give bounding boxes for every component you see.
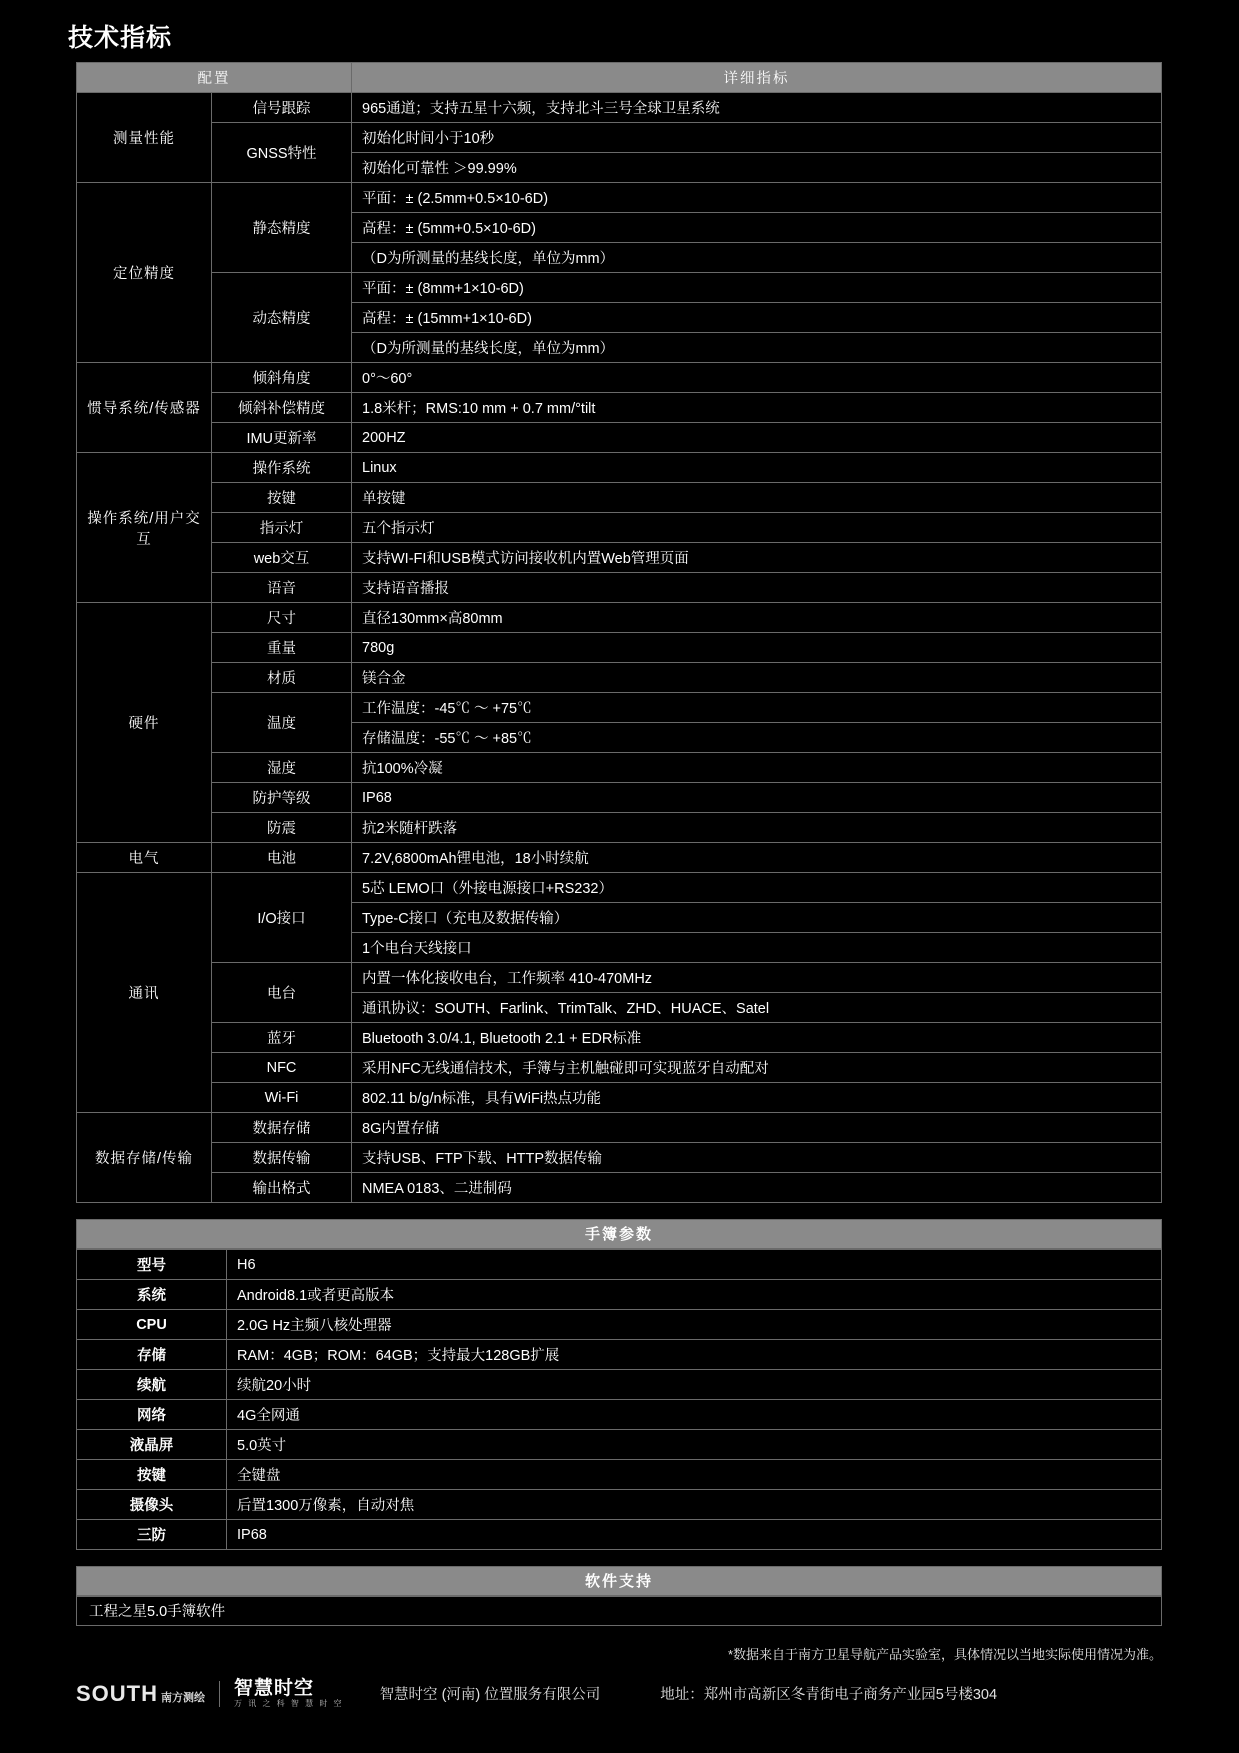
spec-subcategory-cell: 动态精度 [212, 273, 352, 363]
spec-row [77, 1113, 1162, 1143]
south-logo [76, 1681, 205, 1707]
spec-subcategory-cell: 输出格式 [212, 1173, 352, 1203]
spec-table-header-row [77, 63, 1162, 93]
spec-row [77, 873, 1162, 903]
page-footer [0, 1679, 1239, 1719]
spec-value-cell: 5芯 LEMO口（外接电源接口+RS232） [352, 873, 1162, 903]
logo-divider [219, 1681, 220, 1707]
spec-value-cell: Bluetooth 3.0/4.1, Bluetooth 2.1 + EDR标准 [352, 1023, 1162, 1053]
handbook-row [77, 1250, 1162, 1280]
spec-row [77, 273, 1162, 303]
spec-subcategory-cell: 重量 [212, 633, 352, 663]
page-title: 技术指标 [68, 24, 173, 52]
handbook-value-cell: 2.0G Hz主频八核处理器 [227, 1310, 1162, 1340]
spec-category-cell: 操作系统/用户交互 [77, 453, 212, 603]
spec-subcategory-cell: IMU更新率 [212, 423, 352, 453]
spec-sheet [76, 62, 1162, 1662]
handbook-key-cell: 续航 [77, 1370, 227, 1400]
spec-row [77, 1053, 1162, 1083]
spec-value-cell: 0°～60° [352, 363, 1162, 393]
spec-subcategory-cell: 电池 [212, 843, 352, 873]
spec-row [77, 1083, 1162, 1113]
spec-subcategory-cell: 指示灯 [212, 513, 352, 543]
spec-value-cell: 镁合金 [352, 663, 1162, 693]
handbook-row [77, 1430, 1162, 1460]
handbook-key-cell: 存储 [77, 1340, 227, 1370]
handbook-key-cell: 系统 [77, 1280, 227, 1310]
spec-value-cell: 抗2米随杆跌落 [352, 813, 1162, 843]
spec-value-cell: 采用NFC无线通信技术，手簿与主机触碰即可实现蓝牙自动配对 [352, 1053, 1162, 1083]
spec-value-cell: 965通道；支持五星十六频，支持北斗三号全球卫星系统 [352, 93, 1162, 123]
spec-value-cell: 直径130mm×高80mm [352, 603, 1162, 633]
spec-row [77, 693, 1162, 723]
handbook-row [77, 1340, 1162, 1370]
handbook-value-cell: RAM：4GB；ROM：64GB；支持最大128GB扩展 [227, 1340, 1162, 1370]
spec-value-cell: NMEA 0183、二进制码 [352, 1173, 1162, 1203]
handbook-row [77, 1520, 1162, 1550]
handbook-table-body [77, 1250, 1162, 1550]
handbook-key-cell: 型号 [77, 1250, 227, 1280]
spec-value-cell: 抗100%冷凝 [352, 753, 1162, 783]
spec-value-cell: 初始化时间小于10秒 [352, 123, 1162, 153]
spec-row [77, 573, 1162, 603]
handbook-key-cell: CPU [77, 1310, 227, 1340]
spec-value-cell: 内置一体化接收电台，工作频率 410-470MHz [352, 963, 1162, 993]
spec-row [77, 483, 1162, 513]
handbook-value-cell: 5.0英寸 [227, 1430, 1162, 1460]
spec-row [77, 783, 1162, 813]
spec-subcategory-cell: 防护等级 [212, 783, 352, 813]
spec-subcategory-cell: I/O接口 [212, 873, 352, 963]
spec-row [77, 633, 1162, 663]
spec-subcategory-cell: GNSS特性 [212, 123, 352, 183]
spec-row [77, 663, 1162, 693]
spec-value-cell: （D为所测量的基线长度，单位为mm） [352, 243, 1162, 273]
spec-row [77, 963, 1162, 993]
zhihui-logo-subtext: 万 讯 之 科 智 慧 时 空 [234, 1698, 344, 1708]
spec-value-cell: 初始化可靠性 ＞99.99% [352, 153, 1162, 183]
spec-category-cell: 惯导系统/传感器 [77, 363, 212, 453]
spec-value-cell: Linux [352, 453, 1162, 483]
spec-value-cell: 802.11 b/g/n标准，具有WiFi热点功能 [352, 1083, 1162, 1113]
spec-category-cell: 电气 [77, 843, 212, 873]
handbook-value-cell: 全键盘 [227, 1460, 1162, 1490]
spec-subcategory-cell: 倾斜补偿精度 [212, 393, 352, 423]
spec-subcategory-cell: 操作系统 [212, 453, 352, 483]
software-item: 工程之星5.0手簿软件 [76, 1596, 1162, 1626]
spec-subcategory-cell: 湿度 [212, 753, 352, 783]
spec-subcategory-cell: 静态精度 [212, 183, 352, 273]
footnote: *数据来自于南方卫星导航产品实验室，具体情况以当地实际使用情况为准。 [727, 1647, 1162, 1662]
spec-subcategory-cell: 材质 [212, 663, 352, 693]
handbook-value-cell: 续航20小时 [227, 1370, 1162, 1400]
spec-row [77, 1173, 1162, 1203]
spec-value-cell: 支持USB、FTP下载、HTTP数据传输 [352, 1143, 1162, 1173]
spec-subcategory-cell: 信号跟踪 [212, 93, 352, 123]
spec-subcategory-cell: Wi-Fi [212, 1083, 352, 1113]
spec-row [77, 1143, 1162, 1173]
spec-subcategory-cell: 语音 [212, 573, 352, 603]
software-band-title: 软件支持 [76, 1566, 1162, 1596]
handbook-value-cell: Android8.1或者更高版本 [227, 1280, 1162, 1310]
spec-row [77, 93, 1162, 123]
zhihui-logo-text: 智慧时空 [234, 1678, 315, 1699]
handbook-row [77, 1400, 1162, 1430]
spec-row [77, 753, 1162, 783]
handbook-row [77, 1310, 1162, 1340]
spec-value-cell: 工作温度：-45℃ ～ +75℃ [352, 693, 1162, 723]
spec-value-cell: （D为所测量的基线长度，单位为mm） [352, 333, 1162, 363]
spec-value-cell: 1.8米杆；RMS:10 mm + 0.7 mm/°tilt [352, 393, 1162, 423]
spec-value-cell: 高程：± (5mm+0.5×10-6D) [352, 213, 1162, 243]
spec-subcategory-cell: 电台 [212, 963, 352, 1023]
handbook-band-title: 手簿参数 [76, 1219, 1162, 1249]
handbook-key-cell: 摄像头 [77, 1490, 227, 1520]
spec-row [77, 1023, 1162, 1053]
zhihui-logo [234, 1679, 344, 1708]
handbook-value-cell: H6 [227, 1250, 1162, 1280]
spec-value-cell: 支持WI-FI和USB模式访问接收机内置Web管理页面 [352, 543, 1162, 573]
spec-subcategory-cell: NFC [212, 1053, 352, 1083]
spec-value-cell: 7.2V,6800mAh锂电池，18小时续航 [352, 843, 1162, 873]
handbook-key-cell: 液晶屏 [77, 1430, 227, 1460]
spec-subcategory-cell: 数据存储 [212, 1113, 352, 1143]
spec-subcategory-cell: 防震 [212, 813, 352, 843]
spec-row [77, 123, 1162, 153]
handbook-key-cell: 网络 [77, 1400, 227, 1430]
company-address: 地址：郑州市高新区冬青街电子商务产业园5号楼304 [660, 1687, 998, 1704]
spec-table-body [77, 63, 1162, 1203]
header-cell-detail: 详细指标 [352, 63, 1162, 93]
spec-value-cell: 存储温度：-55℃ ～ +85℃ [352, 723, 1162, 753]
spec-value-cell: 200HZ [352, 423, 1162, 453]
spec-value-cell: 支持语音播报 [352, 573, 1162, 603]
handbook-row [77, 1460, 1162, 1490]
handbook-value-cell: 后置1300万像素，自动对焦 [227, 1490, 1162, 1520]
header-cell-config: 配置 [77, 63, 352, 93]
spec-subcategory-cell: 温度 [212, 693, 352, 753]
handbook-row [77, 1280, 1162, 1310]
spec-row [77, 813, 1162, 843]
spec-row [77, 423, 1162, 453]
handbook-row [77, 1370, 1162, 1400]
spec-value-cell: 平面：± (8mm+1×10-6D) [352, 273, 1162, 303]
spec-value-cell: 780g [352, 633, 1162, 663]
spec-value-cell: 高程：± (15mm+1×10-6D) [352, 303, 1162, 333]
spec-row [77, 603, 1162, 633]
spec-subcategory-cell: 蓝牙 [212, 1023, 352, 1053]
spec-category-cell: 测量性能 [77, 93, 212, 183]
spec-category-cell: 定位精度 [77, 183, 212, 363]
spec-subcategory-cell: 按键 [212, 483, 352, 513]
spec-value-cell: 8G内置存储 [352, 1113, 1162, 1143]
spec-row [77, 543, 1162, 573]
south-logo-cn: 南方测绘 [161, 1691, 205, 1704]
spec-value-cell: IP68 [352, 783, 1162, 813]
south-logo-en: SOUTH [76, 1680, 158, 1706]
spec-subcategory-cell: 倾斜角度 [212, 363, 352, 393]
spec-row [77, 183, 1162, 213]
handbook-key-cell: 按键 [77, 1460, 227, 1490]
handbook-value-cell: 4G全网通 [227, 1400, 1162, 1430]
spec-subcategory-cell: web交互 [212, 543, 352, 573]
spec-row [77, 513, 1162, 543]
spec-value-cell: 单按键 [352, 483, 1162, 513]
spec-subcategory-cell: 尺寸 [212, 603, 352, 633]
handbook-key-cell: 三防 [77, 1520, 227, 1550]
spec-subcategory-cell: 数据传输 [212, 1143, 352, 1173]
handbook-row [77, 1490, 1162, 1520]
spec-value-cell: 通讯协议：SOUTH、Farlink、TrimTalk、ZHD、HUACE、Satel [352, 993, 1162, 1023]
handbook-table [76, 1249, 1162, 1550]
spec-value-cell: 1个电台天线接口 [352, 933, 1162, 963]
spec-category-cell: 数据存储/传输 [77, 1113, 212, 1203]
spec-value-cell: 平面：± (2.5mm+0.5×10-6D) [352, 183, 1162, 213]
spec-value-cell: 五个指示灯 [352, 513, 1162, 543]
spec-table [76, 62, 1162, 1203]
spec-value-cell: Type-C接口（充电及数据传输） [352, 903, 1162, 933]
spec-row [77, 363, 1162, 393]
spec-category-cell: 通讯 [77, 873, 212, 1113]
spec-row [77, 393, 1162, 423]
handbook-value-cell: IP68 [227, 1520, 1162, 1550]
company-name: 智慧时空 (河南) 位置服务有限公司 [379, 1687, 601, 1704]
spec-row [77, 843, 1162, 873]
spec-category-cell: 硬件 [77, 603, 212, 843]
spec-row [77, 453, 1162, 483]
